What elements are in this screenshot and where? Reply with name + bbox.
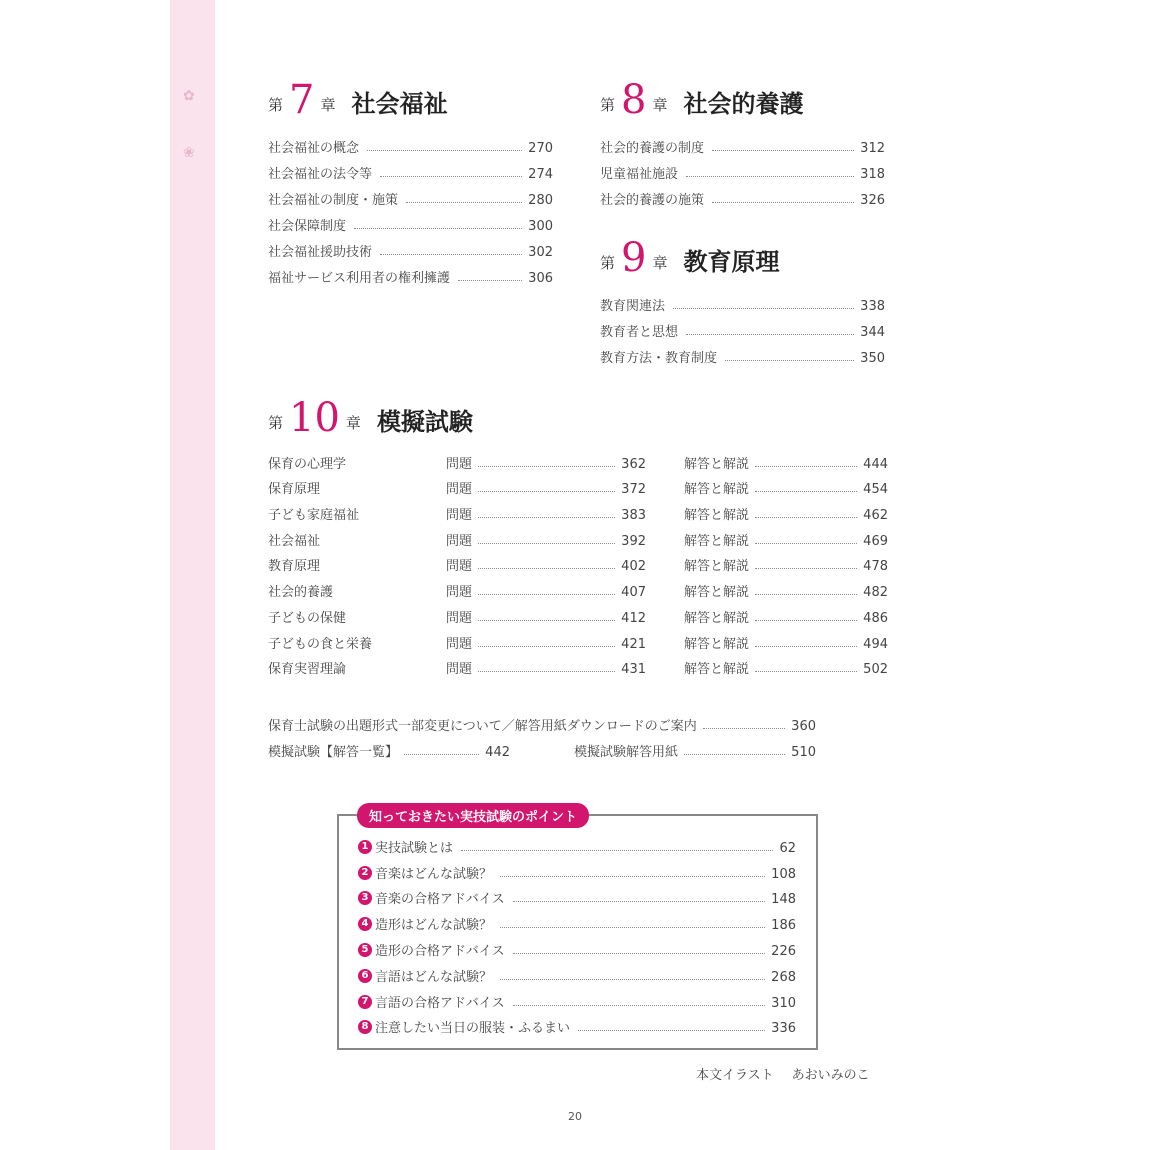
question-label: 問題 <box>446 662 473 678</box>
answer-page: 444 <box>863 456 888 472</box>
chapter-toc <box>600 130 885 208</box>
circled-number-icon: 7 <box>358 995 372 1009</box>
point-entry[interactable] <box>358 830 796 856</box>
toc-page: 326 <box>860 193 885 208</box>
question-page: 362 <box>621 456 646 472</box>
dot-leader <box>578 1030 765 1031</box>
dot-leader <box>461 850 773 851</box>
point-page: 108 <box>771 866 796 882</box>
toc-label: 社会福祉援助技術 <box>268 245 373 260</box>
dot-leader <box>513 901 766 902</box>
chapter-heading <box>600 234 885 281</box>
exam-subject: 子どもの食と栄養 <box>268 636 373 652</box>
chapter-prefix: 第 <box>268 96 284 114</box>
chapter-9 <box>600 234 885 366</box>
point-label: 言語はどんな試験？ <box>375 969 493 985</box>
chapter-prefix: 第 <box>268 414 284 432</box>
toc-label: 教育者と思想 <box>600 325 679 340</box>
chapter-title: 模擬試験 <box>376 408 473 436</box>
toc-page: 350 <box>860 351 885 366</box>
toc-entry[interactable] <box>600 182 885 208</box>
dot-leader <box>755 620 857 621</box>
question-label: 問題 <box>446 456 473 472</box>
toc-entry[interactable] <box>268 182 553 208</box>
answer-page: 494 <box>863 636 888 652</box>
question-label: 問題 <box>446 533 473 549</box>
answer-label: 解答と解説 <box>684 508 750 524</box>
mock-exam-row <box>268 497 888 523</box>
credit-label: 本文イラスト <box>696 1068 774 1083</box>
dot-leader <box>478 671 615 672</box>
toc-page: 338 <box>860 299 885 314</box>
circled-number-icon: 6 <box>358 969 372 983</box>
answer-entry[interactable] <box>684 658 888 677</box>
circled-number-icon: 3 <box>358 891 372 905</box>
question-page: 392 <box>621 533 646 549</box>
toc-entry[interactable] <box>600 130 885 156</box>
question-page: 383 <box>621 508 646 524</box>
toc-label: 社会福祉の法令等 <box>268 167 373 182</box>
toc-entry[interactable] <box>600 156 885 182</box>
answer-page: 462 <box>863 508 888 524</box>
practical-points-title: 知っておきたい実技試験のポイント <box>357 803 589 828</box>
point-page: 62 <box>779 840 796 856</box>
side-band <box>170 0 215 1150</box>
toc-page: 270 <box>528 141 553 156</box>
question-label: 問題 <box>446 585 473 601</box>
dot-leader <box>478 543 615 544</box>
toc-label: 社会福祉の概念 <box>268 141 360 156</box>
mock-exam-row <box>268 626 888 652</box>
toc-page: 280 <box>528 193 553 208</box>
question-page: 431 <box>621 662 646 678</box>
dot-leader <box>478 620 615 621</box>
mock-exam-row <box>268 574 888 600</box>
mock-exam-list <box>268 446 888 677</box>
toc-page: 312 <box>860 141 885 156</box>
mock-exam-row <box>268 472 888 498</box>
exam-subject: 子ども家庭福祉 <box>268 508 360 524</box>
chapter-suffix: 章 <box>345 414 361 432</box>
circled-number-icon: 8 <box>358 1020 372 1034</box>
answer-entry[interactable] <box>684 555 888 574</box>
question-label: 問題 <box>446 636 473 652</box>
answer-page: 482 <box>863 585 888 601</box>
question-page: 407 <box>621 585 646 601</box>
toc-page: 306 <box>528 271 553 286</box>
chapter-prefix: 第 <box>600 96 616 114</box>
point-entry[interactable] <box>358 907 796 933</box>
toc-label: 教育関連法 <box>600 299 666 314</box>
toc-label: 教育方法・教育制度 <box>600 351 718 366</box>
page-number: 20 <box>568 1110 582 1123</box>
answer-list-page: 442 <box>485 745 510 760</box>
answer-label: 解答と解説 <box>684 533 750 549</box>
practical-points-list <box>358 830 796 1036</box>
illustration-credit <box>696 1064 870 1083</box>
chapter-8 <box>600 76 885 208</box>
answer-page: 469 <box>863 533 888 549</box>
point-page: 336 <box>771 1021 796 1037</box>
toc-label: 社会的養護の施策 <box>600 193 705 208</box>
point-page: 268 <box>771 969 796 985</box>
circled-number-icon: 1 <box>358 840 372 854</box>
chapter-number: 8 <box>621 77 647 123</box>
question-page: 372 <box>621 482 646 498</box>
dot-leader <box>380 254 522 255</box>
dot-leader <box>712 150 854 151</box>
chapter-number: 7 <box>289 77 315 123</box>
answer-entry[interactable] <box>684 607 888 626</box>
toc-page: 318 <box>860 167 885 182</box>
mock-exam-row <box>268 652 888 678</box>
answer-list-entry[interactable] <box>268 738 510 760</box>
dot-leader <box>673 308 854 309</box>
point-label: 実技試験とは <box>375 840 454 856</box>
answer-entry[interactable] <box>684 504 888 523</box>
chapter-title: 教育原理 <box>683 248 780 276</box>
dot-leader <box>500 876 765 877</box>
point-label: 注意したい当日の服装・ふるまい <box>375 1021 571 1037</box>
chapter-prefix: 第 <box>600 254 616 272</box>
chapter-heading <box>268 76 553 123</box>
dot-leader <box>684 754 785 755</box>
toc-entry[interactable] <box>268 260 553 286</box>
point-entry[interactable] <box>358 882 796 908</box>
point-label: 造形はどんな試験？ <box>375 918 493 934</box>
dot-leader <box>755 543 857 544</box>
answer-entry[interactable] <box>684 530 888 549</box>
toc-page: 344 <box>860 325 885 340</box>
dot-leader <box>500 927 765 928</box>
mock-exam-row <box>268 600 888 626</box>
exam-subject: 保育の心理学 <box>268 456 347 472</box>
point-label: 造形の合格アドバイス <box>375 943 505 959</box>
question-page: 412 <box>621 610 646 626</box>
chapter-number: 10 <box>289 395 340 441</box>
question-entry[interactable] <box>446 607 646 626</box>
point-entry[interactable] <box>358 856 796 882</box>
side-decoration-icon: ❀ <box>183 145 195 161</box>
dot-leader <box>686 334 854 335</box>
toc-page: 300 <box>528 219 553 234</box>
chapter-title: 社会福祉 <box>351 90 448 118</box>
chapter-7 <box>268 76 553 286</box>
answer-list-label: 模擬試験【解答一覧】 <box>268 745 399 760</box>
point-label: 音楽の合格アドバイス <box>375 892 505 908</box>
question-entry[interactable] <box>446 658 646 677</box>
side-decoration-icon: ✿ <box>183 88 195 104</box>
point-page: 226 <box>771 943 796 959</box>
exam-subject: 保育実習理論 <box>268 662 347 678</box>
dot-leader <box>478 491 615 492</box>
answer-label: 解答と解説 <box>684 585 750 601</box>
answer-entry[interactable] <box>684 478 888 497</box>
circled-number-icon: 4 <box>358 917 372 931</box>
toc-entry[interactable] <box>600 288 885 314</box>
answer-label: 解答と解説 <box>684 610 750 626</box>
toc-label: 社会保障制度 <box>268 219 347 234</box>
question-label: 問題 <box>446 559 473 575</box>
answer-sheet-entry[interactable] <box>574 738 816 760</box>
question-entry[interactable] <box>446 581 646 600</box>
dot-leader <box>478 646 615 647</box>
question-entry[interactable] <box>446 504 646 523</box>
toc-label: 福祉サービス利用者の権利擁護 <box>268 271 451 286</box>
dot-leader <box>500 979 765 980</box>
exam-subject: 社会福祉 <box>268 533 321 549</box>
mock-exam-row <box>268 446 888 472</box>
toc-page: 302 <box>528 245 553 260</box>
notice-entry[interactable] <box>268 712 816 734</box>
answer-label: 解答と解説 <box>684 482 750 498</box>
chapter-heading <box>268 394 668 441</box>
chapter-suffix: 章 <box>652 254 668 272</box>
circled-number-icon: 2 <box>358 866 372 880</box>
answer-label: 解答と解説 <box>684 636 750 652</box>
dot-leader <box>406 202 522 203</box>
point-label: 言語の合格アドバイス <box>375 995 505 1011</box>
answer-page: 454 <box>863 482 888 498</box>
dot-leader <box>458 280 522 281</box>
answer-page: 478 <box>863 559 888 575</box>
exam-subject: 子どもの保健 <box>268 610 347 626</box>
chapter-toc <box>268 130 553 286</box>
chapter-heading <box>600 76 885 123</box>
dot-leader <box>513 953 766 954</box>
dot-leader <box>380 176 522 177</box>
point-page: 186 <box>771 918 796 934</box>
chapter-suffix: 章 <box>320 96 336 114</box>
question-label: 問題 <box>446 508 473 524</box>
dot-leader <box>513 1005 766 1006</box>
answer-label: 解答と解説 <box>684 662 750 678</box>
dot-leader <box>478 568 615 569</box>
dot-leader <box>404 754 479 755</box>
notice-page: 360 <box>791 719 816 734</box>
toc-entry[interactable] <box>600 314 885 340</box>
chapter-title: 社会的養護 <box>683 90 804 118</box>
credit-name: あおいみのこ <box>791 1068 870 1083</box>
exam-subject: 社会的養護 <box>268 585 334 601</box>
answer-sheet-page: 510 <box>791 745 816 760</box>
dot-leader <box>755 466 857 467</box>
dot-leader <box>478 594 615 595</box>
toc-entry[interactable] <box>268 234 553 260</box>
dot-leader <box>725 360 854 361</box>
toc-label: 社会的養護の制度 <box>600 141 705 156</box>
exam-subject: 保育原理 <box>268 482 321 498</box>
chapter-toc <box>600 288 885 366</box>
dot-leader <box>755 568 857 569</box>
answer-sheet-label: 模擬試験解答用紙 <box>574 745 679 760</box>
dot-leader <box>354 228 522 229</box>
answer-entry[interactable] <box>684 633 888 652</box>
answer-page: 486 <box>863 610 888 626</box>
dot-leader <box>755 491 857 492</box>
toc-entry[interactable] <box>268 208 553 234</box>
question-label: 問題 <box>446 482 473 498</box>
chapter-10 <box>268 394 668 441</box>
dot-leader <box>755 646 857 647</box>
circled-number-icon: 5 <box>358 943 372 957</box>
question-label: 問題 <box>446 610 473 626</box>
answer-label: 解答と解説 <box>684 456 750 472</box>
question-page: 421 <box>621 636 646 652</box>
point-entry[interactable] <box>358 985 796 1011</box>
point-entry[interactable] <box>358 1011 796 1037</box>
question-entry[interactable] <box>446 633 646 652</box>
chapter-number: 9 <box>621 235 647 281</box>
question-page: 402 <box>621 559 646 575</box>
dot-leader <box>755 594 857 595</box>
chapter-suffix: 章 <box>652 96 668 114</box>
dot-leader <box>755 671 857 672</box>
toc-label: 児童福祉施設 <box>600 167 679 182</box>
dot-leader <box>703 728 785 729</box>
mock-exam-row <box>268 523 888 549</box>
dot-leader <box>686 176 854 177</box>
toc-label: 社会福祉の制度・施策 <box>268 193 399 208</box>
answer-label: 解答と解説 <box>684 559 750 575</box>
point-label: 音楽はどんな試験？ <box>375 866 493 882</box>
point-entry[interactable] <box>358 933 796 959</box>
dot-leader <box>755 517 857 518</box>
dot-leader <box>478 517 615 518</box>
answer-page: 502 <box>863 662 888 678</box>
answer-entry[interactable] <box>684 581 888 600</box>
dot-leader <box>712 202 854 203</box>
point-entry[interactable] <box>358 959 796 985</box>
toc-entry[interactable] <box>268 130 553 156</box>
point-page: 148 <box>771 892 796 908</box>
notice-label: 保育士試験の出題形式一部変更について／解答用紙ダウンロードのご案内 <box>268 719 697 734</box>
mock-exam-row <box>268 549 888 575</box>
toc-entry[interactable] <box>600 340 885 366</box>
question-entry[interactable] <box>446 555 646 574</box>
answer-entry[interactable] <box>684 453 888 472</box>
dot-leader <box>367 150 522 151</box>
dot-leader <box>478 466 615 467</box>
question-entry[interactable] <box>446 530 646 549</box>
question-entry[interactable] <box>446 453 646 472</box>
exam-subject: 教育原理 <box>268 559 321 575</box>
question-entry[interactable] <box>446 478 646 497</box>
toc-entry[interactable] <box>268 156 553 182</box>
point-page: 310 <box>771 995 796 1011</box>
toc-page: 274 <box>528 167 553 182</box>
